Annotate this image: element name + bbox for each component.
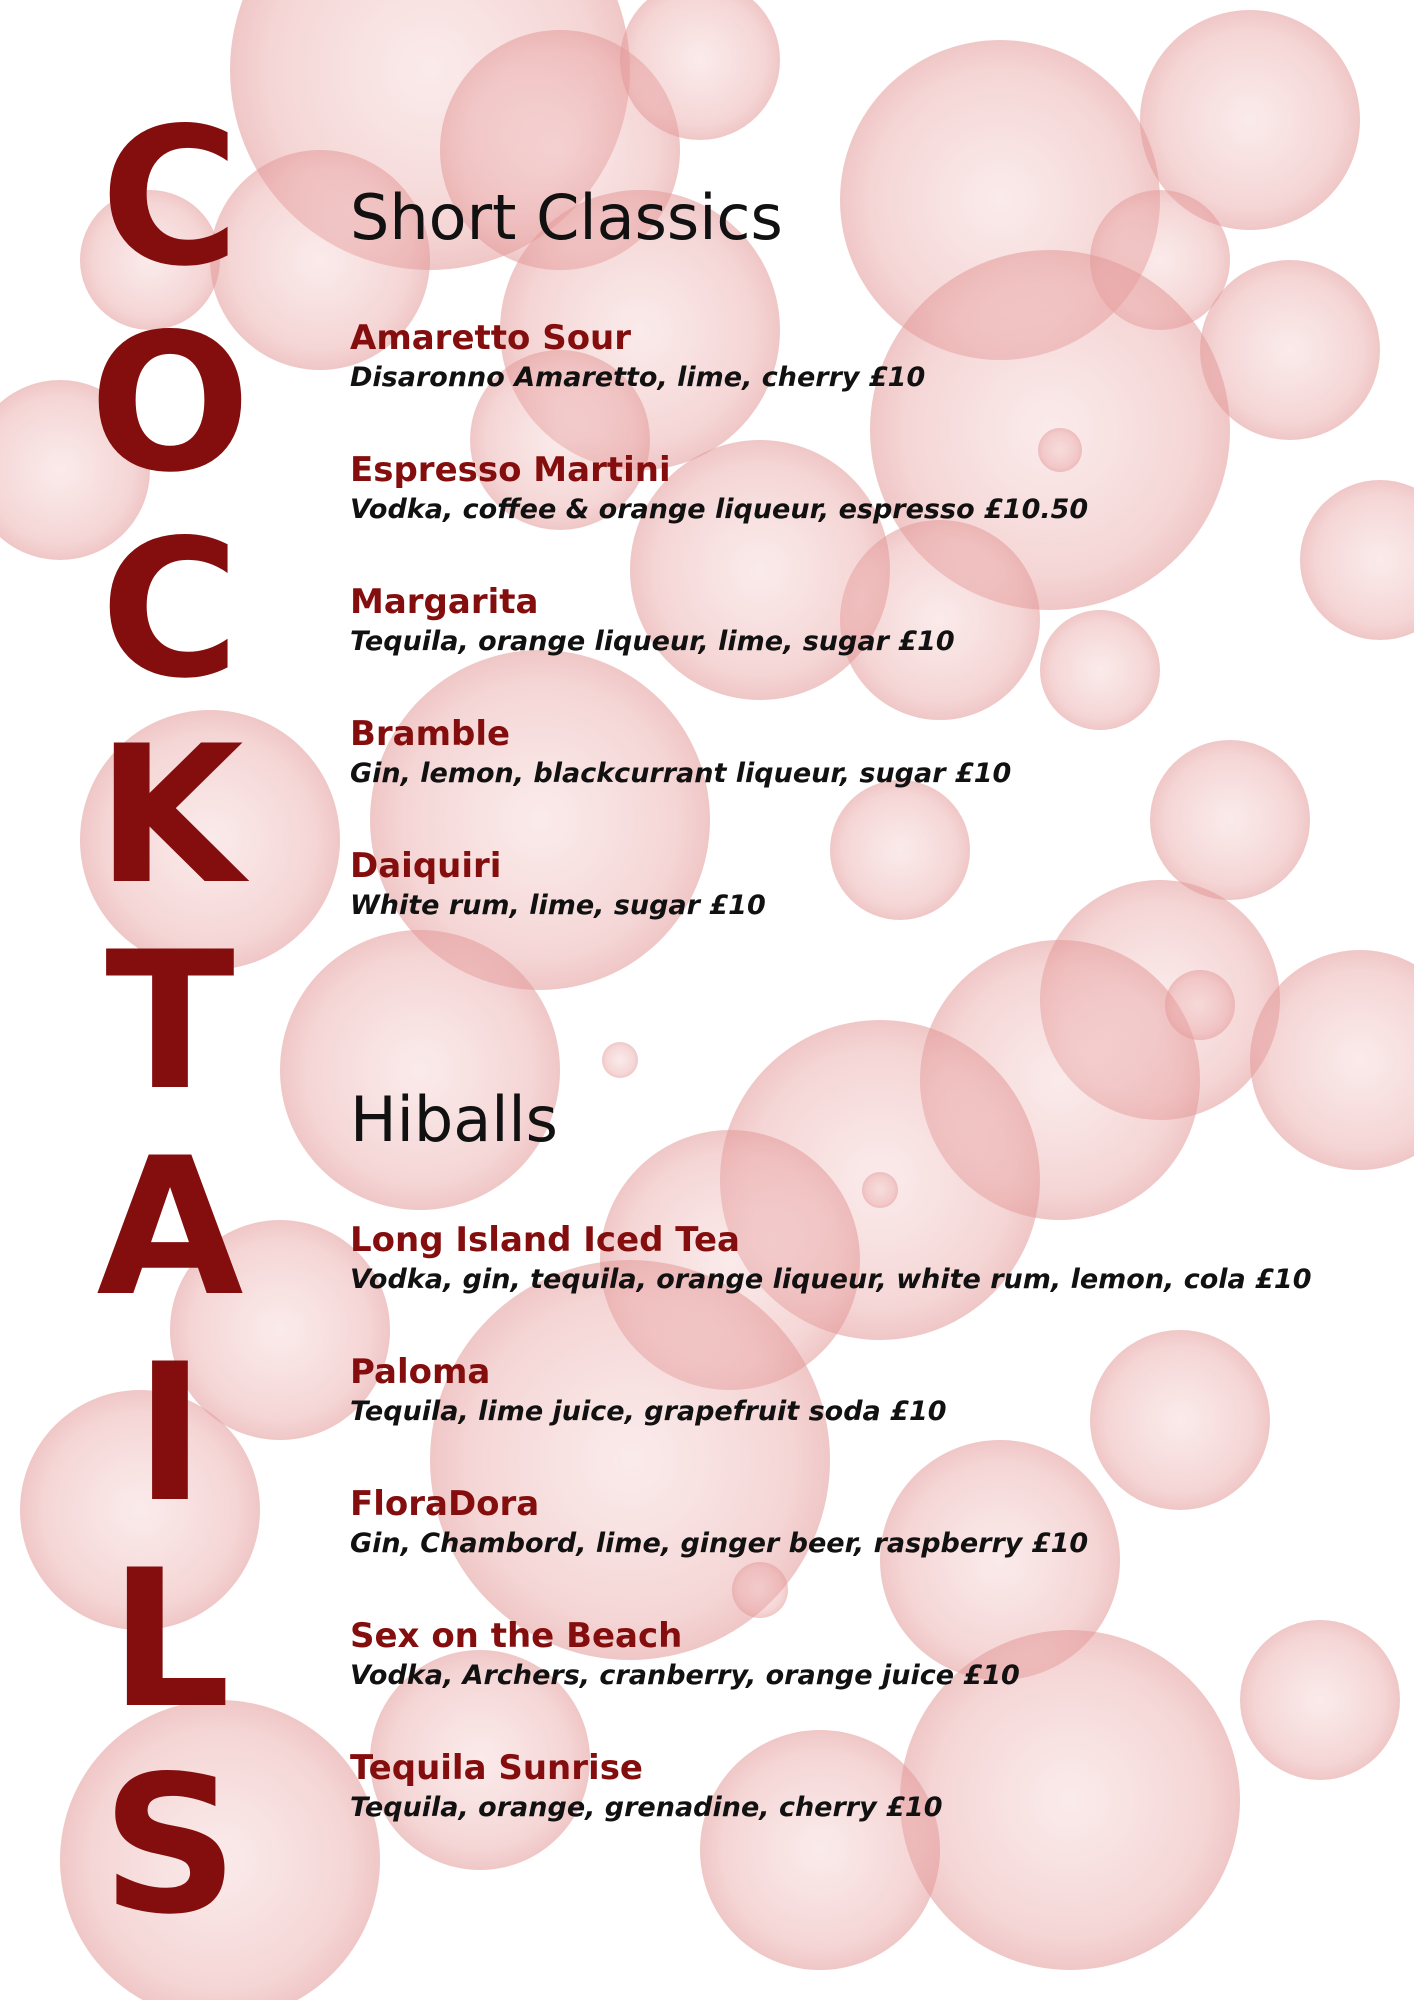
title-letter: T <box>105 911 235 1132</box>
menu-item <box>350 844 1088 924</box>
title-letter: C <box>100 499 240 720</box>
item-description: Vodka, gin, tequila, orange liqueur, white rum, lemon, cola £10 <box>350 1264 1312 1295</box>
item-description: Vodka, coffee & orange liqueur, espresso £10.50 <box>350 494 1089 525</box>
menu-item <box>350 580 1088 660</box>
section-title: Short Classics <box>350 181 783 254</box>
title-letter: O <box>89 293 251 514</box>
item-name: Bramble <box>350 714 511 754</box>
item-name: Tequila Sunrise <box>350 1748 643 1788</box>
item-list <box>350 1218 1311 1826</box>
section-hiballs <box>350 1082 1311 1826</box>
cocktails-vertical-title <box>60 87 280 1956</box>
menu-item <box>350 448 1088 528</box>
item-description: Tequila, orange, grenadine, cherry £10 <box>350 1792 943 1823</box>
item-name: FloraDora <box>350 1484 540 1524</box>
menu-item <box>350 1218 1311 1298</box>
item-name: Margarita <box>350 582 539 622</box>
item-name: Espresso Martini <box>350 450 671 490</box>
section-title: Hiballs <box>350 1083 558 1156</box>
item-name: Sex on the Beach <box>350 1616 683 1656</box>
item-description: Tequila, lime juice, grapefruit soda £10 <box>350 1396 947 1427</box>
menu-item <box>350 712 1088 792</box>
item-name: Paloma <box>350 1352 491 1392</box>
title-letter: K <box>96 705 244 926</box>
item-description: Tequila, orange liqueur, lime, sugar £10 <box>350 626 955 657</box>
item-description: Vodka, Archers, cranberry, orange juice £10 <box>350 1660 1020 1691</box>
item-name: Amaretto Sour <box>350 318 632 358</box>
title-letter: I <box>134 1323 206 1544</box>
item-name: Daiquiri <box>350 846 502 886</box>
title-letter: C <box>100 87 240 308</box>
section-short-classics <box>350 180 1088 924</box>
item-description: Gin, lemon, blackcurrant liqueur, sugar £10 <box>350 758 1012 789</box>
menu-item <box>350 1614 1311 1694</box>
title-letter: A <box>96 1117 244 1338</box>
menu-item <box>350 316 1088 396</box>
title-letter: L <box>109 1529 231 1750</box>
item-description: Disaronno Amaretto, lime, cherry £10 <box>350 362 926 393</box>
menu-item <box>350 1746 1311 1826</box>
menu-item <box>350 1350 1311 1430</box>
item-list <box>350 316 1088 924</box>
title-letter: S <box>101 1735 239 1956</box>
menu-item <box>350 1482 1311 1562</box>
item-description: White rum, lime, sugar £10 <box>350 890 766 921</box>
item-description: Gin, Chambord, lime, ginger beer, raspberry £10 <box>350 1528 1089 1559</box>
item-name: Long Island Iced Tea <box>350 1220 740 1260</box>
